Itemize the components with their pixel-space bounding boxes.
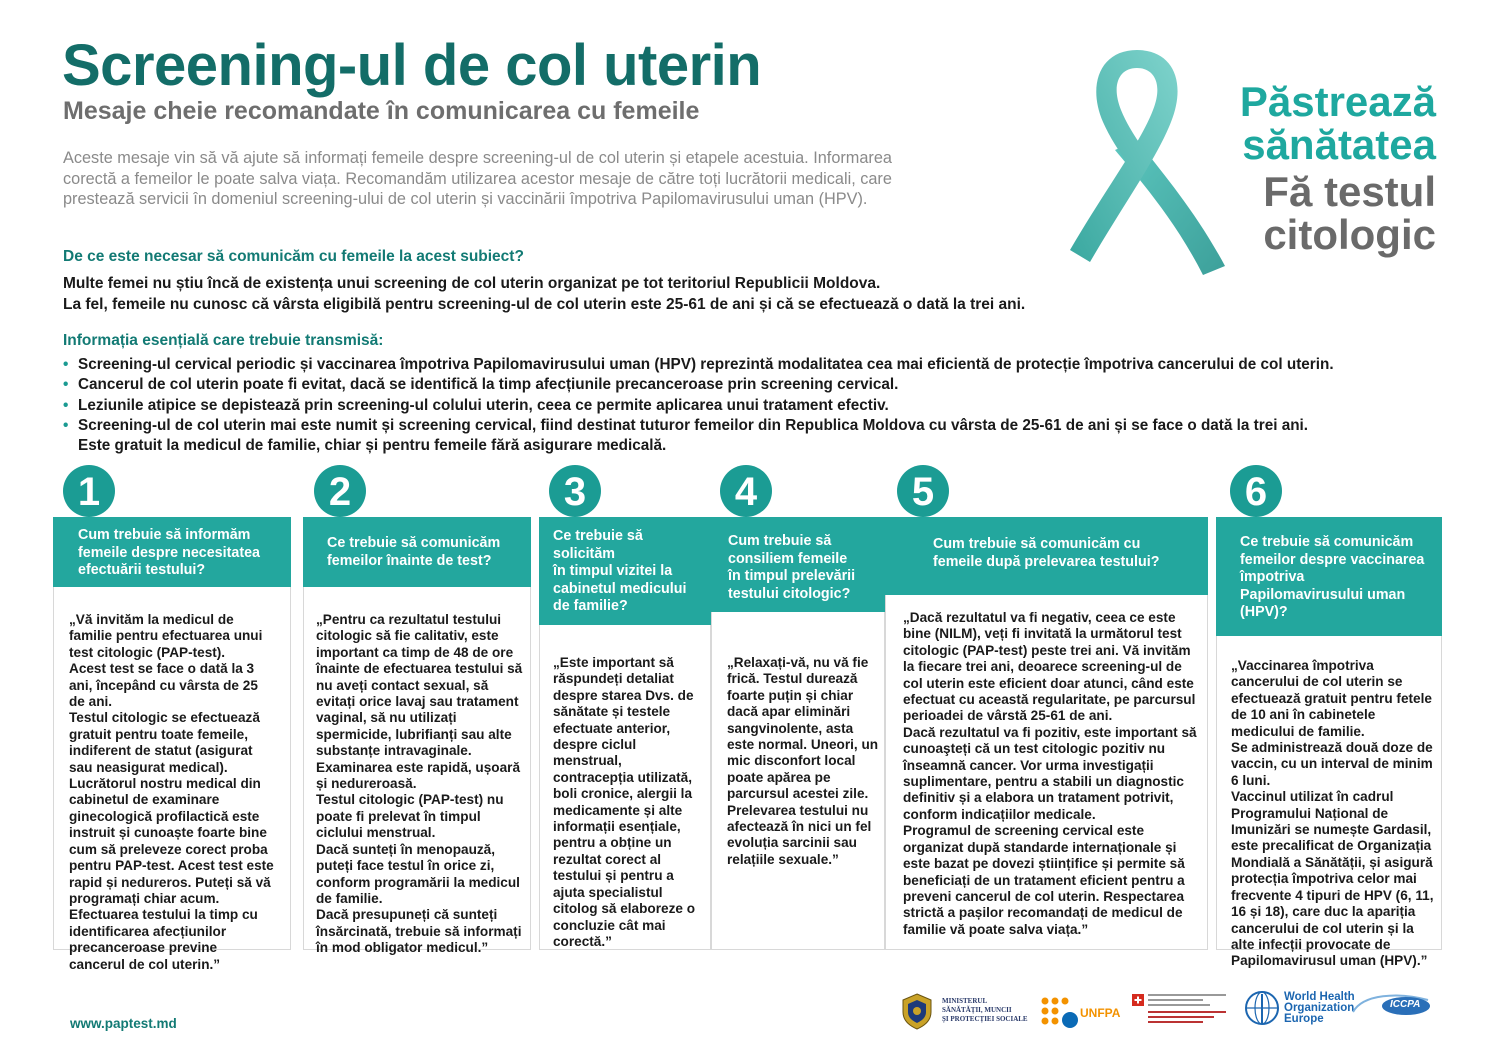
slogan-line-4: citologic [1263,211,1436,258]
step-1-number: 1 [63,465,115,517]
step-3-number: 3 [549,465,601,517]
bullet-item: • Screening-ul cervical periodic și vaccinarea împotriva Papilomavirusului uman (HPV) reprezintă modalitatea cea mai eficientă de protecție împotriva cancerului de col uterin. [63,355,1463,375]
why-answer-line-2: La fel, femeile nu cunosc că vârsta eligibilă pentru screening-ul de col uterin este 25-61 de ani și că se efectuează o dată la trei ani. [63,295,1026,313]
who-emblem-icon [1244,990,1280,1026]
who-logo-text: World Health Organization Europe [1284,991,1355,1025]
essential-heading: Informația esențială care trebuie transmisă: [63,332,384,349]
step-2-text: „Pentru ca rezultatul testului citologic să fie calitativ, este important ca timp de 48 de ore înainte de efectuarea testului să nu aveți contact sexual, să evitați orice lavaj sau tratament vaginal, să nu utilizați spermicide, lubrifianți sau alte substanțe intravaginale. Examinarea este rapidă, ușoară și nedureroasă. Testul citologic (PAP-test) nu poate fi prelevat în timpul ciclului menstrual. Dacă sunteți în menopauză, puteți face testul în orice zi, conform programării la medicul de familie. Dacă presupuneți că sunteți însărcinată, trebuie să informați în mod obligator medicul.” [316,612,523,956]
page-title: Screening-ul de col uterin [62,33,762,98]
bullet-dot-icon: • [63,396,69,414]
slogan [1240,80,1436,256]
website-link[interactable]: www.paptest.md [70,1016,177,1031]
why-answer-line-1: Multe femei nu știu încă de existența unui screening de col uterin organizat pe tot teritoriul Republicii Moldova. [63,275,881,292]
step-1-question: Cum trebuie să informăm femeile despre necesitatea efectuării testului? [53,517,291,587]
step-4-question: Cum trebuie să consiliem femeile în timpul prelevării testului citologic? [711,517,885,612]
unfpa-dots-icon [1040,996,1080,1030]
ministry-logo-text: MINISTERUL SĂNĂTĂȚII, MUNCII ȘI PROTECȚIEI SOCIALE [942,997,1028,1023]
slogan-line-1: Păstrează [1239,78,1436,125]
step-5-question: Cum trebuie să comunicăm cu femeile după prelevarea testului? [885,517,1208,595]
bullet-item: • Leziunile atipice se depistează prin screening-ul colului uterin, ceea ce permite aplicarea unui tratament efectiv. [63,396,1463,416]
step-3-question: Ce trebuie să solicităm în timpul vizitei la cabinetul medicului de familie? [539,517,711,625]
bullet-dot-icon: • [63,416,69,434]
why-answer [63,274,1083,315]
iccpa-logo-icon [1348,990,1438,1034]
partner-logos [900,988,1440,1038]
bullet-dot-icon: • [63,376,69,394]
unfpa-logo-text: UNFPA [1080,1006,1121,1020]
ministry-emblem-icon [900,992,934,1030]
step-6-number: 6 [1230,465,1282,517]
step-1-text: „Vă invităm la medicul de familie pentru efectuarea unui test citologic (PAP-test). Acest test se face o dată la 3 ani, începând cu vârsta de 25 de ani. Testul citologic se efectuează gratuit pentru toate femeile, indiferent de statut (asigurat sau neasigurat medical). Lucrătorul nostru medical din cabinetul de examinare ginecologică profilactică este instruit și cunoaște foarte bine cum să preleveze corect proba pentru PAP-test. Acest test este rapid și nedureros. Puteți să vă programați chiar acum. Efectuarea testului la timp cu identificarea afecțiunilor precanceroase previne cancerul de col uterin.” [69,612,274,972]
step-2-question: Ce trebuie să comunicăm femeilor înainte de test? [303,517,531,587]
essential-bullet-list [63,355,1463,456]
intro-paragraph: Aceste mesaje vin să vă ajute să informați femeile despre screening-ul de col uterin și etapele acestuia. Informarea corectă a femeilor le poate salva viața. Recomandăm utilizarea acestor mesaje de către toți lucrătorii medicali, care prestează servicii în domeniul screening-ului de col uterin și vaccinării împotriva Papilomavirusului uman (HPV). [63,149,892,208]
slogan-line-2: sănătatea [1242,121,1436,168]
awareness-ribbon-icon [1045,30,1235,290]
bullet-continuation: Este gratuit la medicul de familie, chiar și pentru femeile fără asigurare medicală. [78,437,667,455]
iccpa-logo-text: ICCPA [1390,999,1421,1010]
bullet-item: • Cancerul de col uterin poate fi evitat, dacă se identifică la timp afecțiunile precanceroase prin screening cervical. [63,375,1463,395]
step-4-number: 4 [720,465,772,517]
why-question: De ce este necesar să comunicăm cu femeile la acest subiect? [63,248,524,265]
swiss-flag-icon [1132,994,1144,1006]
step-6-question: Ce trebuie să comunicăm femeilor despre vaccinarea împotriva Papilomavirusului uman (HPV)? [1216,517,1442,636]
step-5-number: 5 [897,465,949,517]
page-subtitle: Mesaje cheie recomandate în comunicarea cu femeile [63,97,700,125]
step-4-text: „Relaxați-vă, nu vă fie frică. Testul durează foarte puțin și chiar dacă apar eliminări sangvinolente, asta este normal. Uneori, un mic disconfort local poate apărea pe parcursul acestei zile. Prelevarea testului nu afectează în nici un fel evoluția sarcinii sau relațiile sexuale.” [727,655,879,867]
step-6-text: „Vaccinarea împotriva cancerului de col uterin se efectuează gratuit pentru fetele de 10 ani în cabinetele medicului de familie. Se administrează două doze de vaccin, cu un interval de minim 6 luni. Vaccinul utilizat în cadrul Programului Național de Imunizări se numește Gardasil, este precalificat de Organizația Mondială a Sănătății, și asigură protecția împotriva celor mai frecvente 4 tipuri de HPV (6, 11, 16 și 18), care duc la apariția cancerului de col uterin și la alte infecții provocate de Papilomavirusul uman (HPV).” [1231,658,1434,969]
bullet-item: • Screening-ul de col uterin mai este numit și screening cervical, fiind destinat tuturor femeilor din Republica Moldova cu vârsta de 25-61 de ani și se face o dată la trei ani. [63,416,1463,436]
step-3-text: „Este important să răspundeți detaliat despre starea Dvs. de sănătate și testele efectuate anterior, despre ciclul menstrual, contracepția utilizată, boli cronice, alergii la medicamente și alte informații esențiale, pentru a obține un rezultat corect al testului și pentru a ajuta specialistul citolog să elaboreze o concluzie cât mai corectă.” [553,655,696,949]
step-5-text: „Dacă rezultatul va fi negativ, ceea ce este bine (NILM), veți fi invitată la următorul test citologic (PAP-test) peste trei ani. Vă invităm la fiecare trei ani, deoarece screening-ul de col uterin este eficient doar atunci, când este efectuat cu această regularitate, pe parcursul perioadei de vârstă 25-61 de ani. Dacă rezultatul va fi pozitiv, este important să cunoaşteți că un test citologic pozitiv nu înseamnă cancer. Vor urma investigații suplimentare, pentru a stabili un diagnostic definitiv și a elabora un tratament potrivit, conform indicațiilor medicale. Programul de screening cervical este organizat după standarde internaționale și este bazat pe dovezi științifice și permite să beneficiați de un tratament eficient pentru a preveni cancerul de col uterin. Respectarea strictă a pașilor recomandați de medicul de familie vă poate salva viața.” [903,610,1197,937]
slogan-line-3: Fă testul [1263,168,1436,215]
bullet-dot-icon: • [63,356,69,373]
step-2-number: 2 [314,465,366,517]
swiss-agency-text [1148,994,1226,1023]
